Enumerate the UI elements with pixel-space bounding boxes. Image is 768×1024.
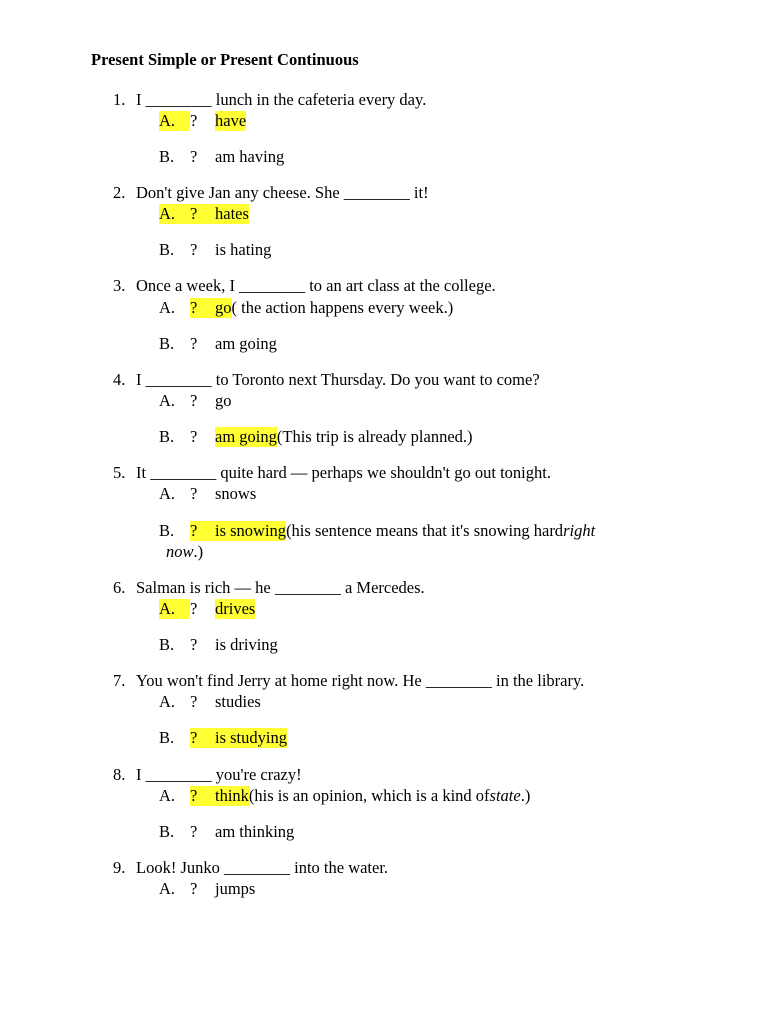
question-4 <box>113 370 540 390</box>
question-6-option-a <box>159 599 255 619</box>
option-answer: is hating <box>215 240 272 259</box>
option-answer: jumps <box>215 879 256 898</box>
question-1 <box>113 90 426 110</box>
question-6-option-b <box>159 635 278 655</box>
option-answer: am going <box>215 334 277 353</box>
question-8-option-b <box>159 822 294 842</box>
question-number: 2. <box>113 183 126 202</box>
question-number: 6. <box>113 578 126 597</box>
question-3 <box>113 276 496 296</box>
question-text: You won't find Jerry at home right now. He ________ in the library. <box>136 671 585 690</box>
option-answer: snows <box>215 484 257 503</box>
option-letter: B. <box>159 334 175 353</box>
question-4-option-b <box>159 427 473 447</box>
option-letter: A. <box>159 111 190 131</box>
question-5 <box>113 463 551 483</box>
option-mark: ? <box>190 111 198 130</box>
option-mark: ? <box>190 484 198 503</box>
option-letter: B. <box>159 728 175 747</box>
question-8-option-a <box>159 786 530 806</box>
option-mark: ? <box>190 147 198 166</box>
question-5-option-b-continuation <box>166 542 203 562</box>
option-note: .) <box>520 786 531 805</box>
option-letter: A. <box>159 879 176 898</box>
question-number: 9. <box>113 858 126 877</box>
option-letter: A. <box>159 599 190 619</box>
question-2 <box>113 183 429 203</box>
question-text: I ________ you're crazy! <box>136 765 302 784</box>
option-mark: ? <box>190 786 215 806</box>
question-text: It ________ quite hard — perhaps we shouldn't go out tonight. <box>136 463 551 482</box>
question-5-option-b <box>159 521 595 541</box>
option-mark: ? <box>190 334 198 353</box>
question-3-option-a <box>159 298 453 318</box>
option-mark: ? <box>190 599 198 618</box>
option-answer: hates <box>215 204 249 223</box>
option-letter: A. <box>159 391 176 410</box>
option-mark: ? <box>190 391 198 410</box>
question-number: 4. <box>113 370 126 389</box>
question-2-option-a <box>159 204 249 224</box>
option-answer: go <box>215 298 232 317</box>
option-answer: is studying <box>215 728 287 747</box>
option-answer: drives <box>215 599 256 618</box>
question-text: Look! Junko ________ into the water. <box>136 858 389 877</box>
option-answer: have <box>215 111 247 130</box>
option-letter: A. <box>159 204 190 224</box>
question-number: 3. <box>113 276 126 295</box>
option-letter: B. <box>159 521 175 540</box>
question-number: 8. <box>113 765 126 784</box>
option-letter: A. <box>159 786 176 805</box>
option-answer: studies <box>215 692 261 711</box>
option-mark: ? <box>190 879 198 898</box>
option-note: (This trip is already planned.) <box>276 427 473 446</box>
question-6 <box>113 578 425 598</box>
option-answer: am having <box>215 147 285 166</box>
question-number: 5. <box>113 463 126 482</box>
option-letter: A. <box>159 484 176 503</box>
option-answer: is snowing <box>215 521 287 540</box>
option-answer: am thinking <box>215 822 295 841</box>
question-9-option-a <box>159 879 255 899</box>
question-text: Salman is rich — he ________ a Mercedes. <box>136 578 425 597</box>
option-mark: ? <box>190 427 198 446</box>
question-number: 1. <box>113 90 126 109</box>
option-letter: A. <box>159 692 176 711</box>
question-text: Don't give Jan any cheese. She ________ it! <box>136 183 429 202</box>
question-text: I ________ lunch in the cafeteria every day. <box>136 90 427 109</box>
option-answer: is driving <box>215 635 278 654</box>
option-letter: B. <box>159 147 175 166</box>
question-4-option-a <box>159 391 232 411</box>
question-text: I ________ to Toronto next Thursday. Do you want to come? <box>136 370 540 389</box>
question-5-option-a <box>159 484 256 504</box>
question-3-option-b <box>159 334 277 354</box>
option-answer: am going <box>215 427 277 446</box>
option-answer: think <box>215 786 249 805</box>
option-mark: ? <box>190 521 215 541</box>
option-mark: ? <box>190 692 198 711</box>
option-mark: ? <box>190 298 215 318</box>
question-7 <box>113 671 584 691</box>
option-note-italic: now <box>166 542 194 561</box>
option-mark: ? <box>190 635 198 654</box>
question-7-option-b <box>159 728 287 748</box>
page-title: Present Simple or Present Continuous <box>91 50 359 69</box>
option-mark: ? <box>190 204 215 224</box>
option-note: ( the action happens every week.) <box>231 298 454 317</box>
question-number: 7. <box>113 671 126 690</box>
question-8 <box>113 765 302 785</box>
question-1-option-a <box>159 111 246 131</box>
option-note: (his sentence means that it's snowing hard <box>286 521 564 540</box>
question-text: Once a week, I ________ to an art class at the college. <box>136 276 496 295</box>
option-note-italic: state <box>489 786 521 805</box>
option-answer: go <box>215 391 232 410</box>
question-2-option-b <box>159 240 271 260</box>
option-note: (his is an opinion, which is a kind of <box>248 786 490 805</box>
option-note: .) <box>193 542 204 561</box>
option-letter: B. <box>159 240 175 259</box>
option-letter: B. <box>159 635 175 654</box>
question-9 <box>113 858 388 878</box>
question-1-option-b <box>159 147 284 167</box>
option-letter: B. <box>159 822 175 841</box>
option-note-italic: right <box>563 521 596 540</box>
option-letter: A. <box>159 298 176 317</box>
question-7-option-a <box>159 692 261 712</box>
option-letter: B. <box>159 427 175 446</box>
option-mark: ? <box>190 822 198 841</box>
option-mark: ? <box>190 728 215 748</box>
option-mark: ? <box>190 240 198 259</box>
